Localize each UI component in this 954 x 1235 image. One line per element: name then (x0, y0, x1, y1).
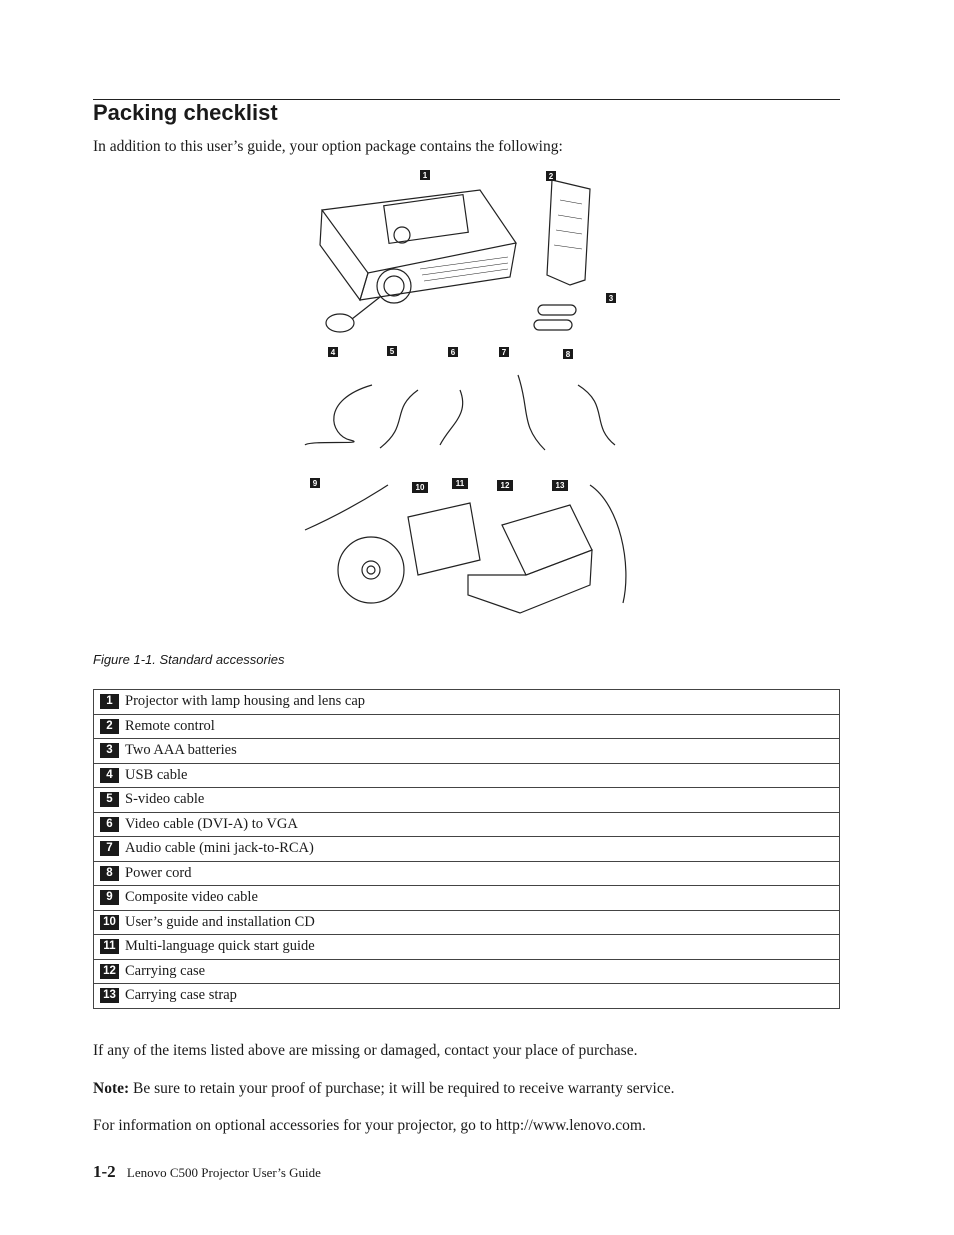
item-label: Two AAA batteries (125, 742, 237, 759)
callout-13: 13 (555, 481, 565, 490)
table-row (94, 910, 840, 935)
item-label: USB cable (125, 766, 188, 783)
callout-11: 11 (455, 479, 465, 488)
table-row (94, 788, 840, 813)
projector-drawing (322, 190, 516, 273)
table-row (94, 690, 840, 715)
item-label: Audio cable (mini jack-to-RCA) (125, 840, 314, 857)
table-row (94, 886, 840, 911)
callout-3: 3 (608, 294, 614, 303)
callout-4: 4 (330, 348, 336, 357)
audio-cable-drawing (518, 375, 545, 450)
item-label: Multi-language quick start guide (125, 938, 315, 955)
remote-drawing (547, 180, 590, 285)
item-label: Power cord (125, 864, 192, 881)
item-number: 12 (100, 964, 119, 979)
item-number: 8 (100, 866, 119, 881)
batteries-drawing (538, 305, 576, 315)
figure-caption: Figure 1-1. Standard accessories (93, 652, 285, 667)
guide-drawing (408, 503, 480, 575)
table-row (94, 959, 840, 984)
item-number: 1 (100, 694, 119, 709)
table-row (94, 837, 840, 862)
callout-8: 8 (565, 350, 571, 359)
item-label: Video cable (DVI-A) to VGA (125, 815, 298, 832)
item-number: 5 (100, 792, 119, 807)
callout-1: 1 (422, 171, 428, 180)
table-row (94, 861, 840, 886)
strap-drawing (590, 485, 626, 603)
cd-drawing (338, 537, 404, 603)
item-label: S-video cable (125, 791, 205, 808)
accessories-illustration (290, 165, 650, 620)
intro-text: In addition to this user’s guide, your option package contains the following: (93, 138, 563, 155)
page-number: 1-2 (93, 1162, 116, 1181)
composite-cable-drawing (305, 485, 388, 530)
figure-callouts (310, 170, 616, 493)
usb-cable-drawing (305, 385, 372, 445)
info-paragraph: For information on optional accessories for your projector, go to http://www.lenovo.com. (93, 1117, 646, 1134)
item-number: 4 (100, 768, 119, 783)
item-label: Remote control (125, 717, 215, 734)
case-drawing (502, 505, 592, 575)
item-number: 10 (100, 915, 119, 930)
item-number: 13 (100, 988, 119, 1003)
callout-5: 5 (389, 347, 395, 356)
table-row (94, 739, 840, 764)
table-row (94, 935, 840, 960)
table-row (94, 984, 840, 1009)
vga-cable-drawing (440, 390, 463, 445)
power-cord-drawing (578, 385, 615, 445)
item-label: Projector with lamp housing and lens cap (125, 693, 366, 710)
page-title: Packing checklist (93, 100, 278, 125)
item-label: Carrying case strap (125, 987, 237, 1004)
note-text: Be sure to retain your proof of purchase; it will be required to receive warranty service. (133, 1080, 675, 1097)
item-number: 2 (100, 719, 119, 734)
page-footer (93, 1162, 321, 1182)
note-paragraph (93, 1080, 674, 1098)
svideo-cable-drawing (380, 390, 418, 448)
item-number: 9 (100, 890, 119, 905)
callout-12: 12 (500, 481, 510, 490)
callout-7: 7 (501, 348, 507, 357)
item-label: Composite video cable (125, 889, 258, 906)
table-row (94, 714, 840, 739)
note-label: Note: (93, 1080, 130, 1097)
item-number: 3 (100, 743, 119, 758)
item-label: User’s guide and installation CD (125, 913, 315, 930)
table-row (94, 763, 840, 788)
item-label: Carrying case (125, 962, 206, 979)
item-number: 11 (100, 939, 119, 954)
missing-items-paragraph: If any of the items listed above are missing or damaged, contact your place of purchase. (93, 1042, 638, 1059)
item-number: 7 (100, 841, 119, 856)
accessories-table (93, 689, 840, 1009)
footer-title: Lenovo C500 Projector User’s Guide (126, 1165, 321, 1180)
item-number: 6 (100, 817, 119, 832)
callout-9: 9 (312, 479, 318, 488)
callout-6: 6 (450, 348, 456, 357)
callout-2: 2 (548, 172, 554, 181)
callout-10: 10 (415, 483, 425, 492)
table-row (94, 812, 840, 837)
